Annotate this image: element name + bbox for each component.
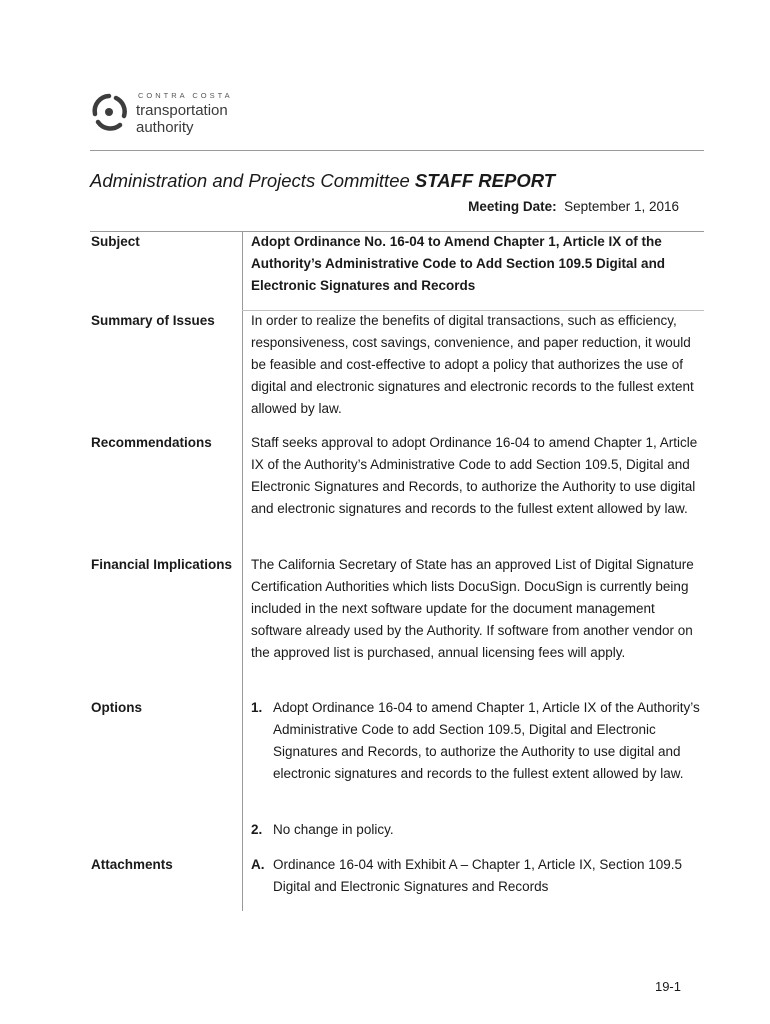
attachment-item (251, 854, 701, 898)
financial-label: Financial Implications (91, 557, 233, 572)
title-main: Administration and Projects Committee (90, 170, 410, 191)
summary-text: In order to realize the benefits of digital transactions, such as efficiency, responsiveness, cost savings, convenience, and paper reduction, it would be feasible and cost-effective to adopt a policy that authorizes the use of digital and electronic signatures and electronic records to the fullest extent allowed by law. (251, 313, 694, 416)
authority-logo (90, 88, 290, 140)
subject-label: Subject (91, 234, 140, 249)
subject-text: Adopt Ordinance No. 16-04 to Amend Chapter 1, Article IX of the Authority’s Administrative Code to Add Section 109.5 Digital and Electronic Signatures and Records (251, 234, 666, 293)
page-number: 19-1 (654, 979, 681, 994)
meeting-date-label: Meeting Date: (468, 199, 557, 214)
option-marker: 1. (251, 700, 263, 715)
option-text: No change in policy. (273, 822, 394, 837)
logo-line1: transportation (136, 102, 228, 119)
attachment-marker: A. (251, 857, 265, 872)
option-item (251, 697, 701, 785)
meeting-date-value: September 1, 2016 (564, 199, 679, 214)
recommendations-text: Staff seeks approval to adopt Ordinance 16-04 to amend Chapter 1, Article IX of the Authority’s Administrative Code to add Section 109.5, Digital and Electronic Signatures and Records, to authorize the Authority to use digital and electronic signatures and records to the fullest extent allowed by law. (251, 435, 698, 516)
options-label: Options (91, 700, 142, 715)
column-divider (242, 231, 243, 911)
ctc-logo-icon (90, 92, 128, 132)
option-marker: 2. (251, 822, 263, 837)
header-divider (90, 150, 704, 151)
meeting-date (468, 199, 679, 214)
title-emphasis: STAFF REPORT (414, 170, 556, 191)
page-title (90, 170, 555, 192)
recommendations-label: Recommendations (91, 435, 212, 450)
option-text: Adopt Ordinance 16-04 to amend Chapter 1, Article IX of the Authority’s Administrative Code to add Section 109.5, Digital and Electronic Signatures and Records, to authorize the Authority to use digital and electronic signatures and records to the fullest extent allowed by law. (273, 700, 700, 781)
logo-kicker: CONTRA COSTA (138, 91, 233, 100)
summary-label: Summary of Issues (91, 313, 215, 328)
logo-line2: authority (136, 119, 194, 136)
option-item (251, 819, 701, 841)
attachment-text: Ordinance 16-04 with Exhibit A – Chapter 1, Article IX, Section 109.5 Digital and Electronic Signatures and Records (273, 857, 682, 894)
financial-text: The California Secretary of State has an approved List of Digital Signature Certification Authorities which lists DocuSign. DocuSign is currently being included in the next software update for the document management software already used by the Authority. If software from another vendor on the approved list is purchased, annual licensing fees will apply. (251, 557, 694, 660)
attachments-label: Attachments (91, 857, 173, 872)
